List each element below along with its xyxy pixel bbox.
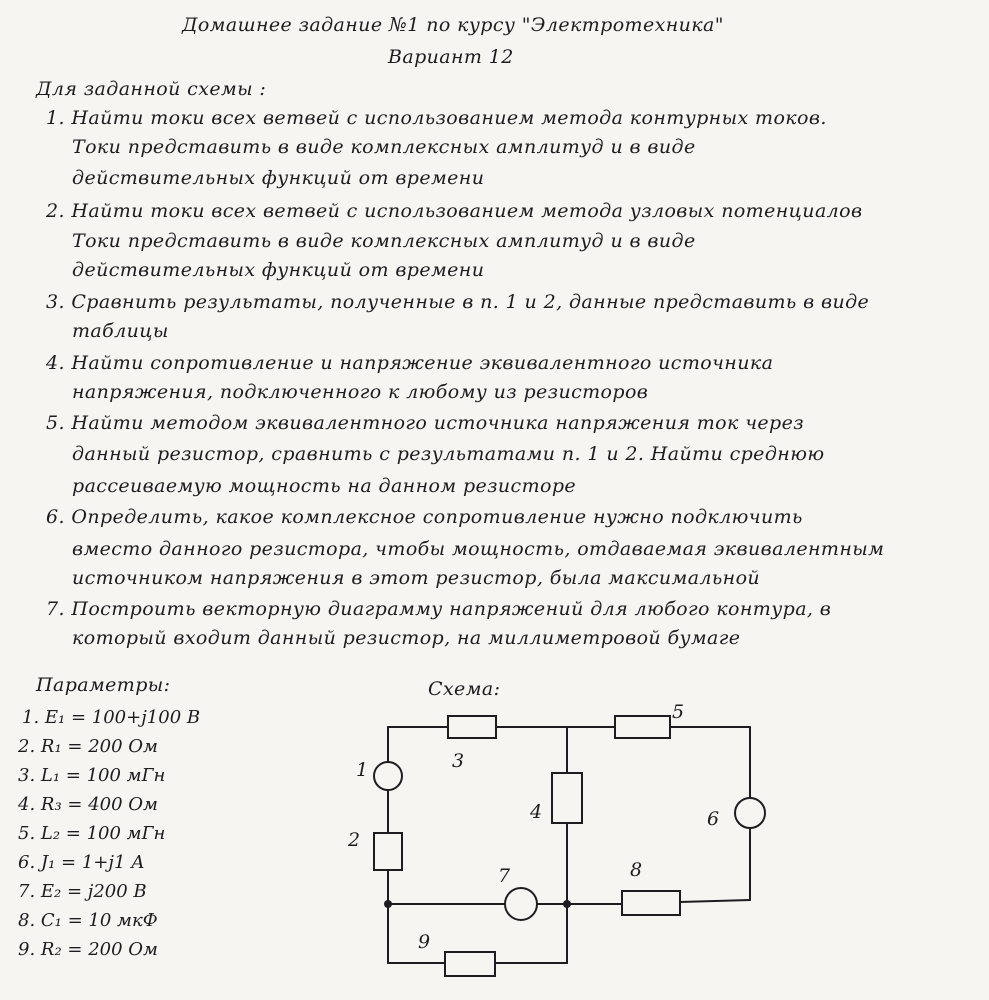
wire-bottom-right <box>680 900 750 902</box>
task-7-line-1: 7. Построить векторную диаграмму напряжений для любого контура, в <box>46 598 832 620</box>
resistor-5 <box>615 716 670 738</box>
param-item: 9. R₂ = 200 Ом <box>18 939 158 960</box>
resistor-4 <box>552 773 582 823</box>
param-item: 8. C₁ = 10 мкФ <box>18 910 158 931</box>
label-2: 2 <box>348 829 361 851</box>
schema-heading: Схема: <box>428 678 501 700</box>
variant-label: Вариант 12 <box>388 46 514 68</box>
label-5: 5 <box>672 701 685 723</box>
task-5-line-2: данный резистор, сравнить с результатами п. 1 и 2. Найти среднюю <box>72 443 825 465</box>
label-7: 7 <box>498 865 511 887</box>
node-left <box>384 900 392 908</box>
task-2-line-1: 2. Найти токи всех ветвей с использованием метода узловых потенциалов <box>46 200 863 222</box>
label-8: 8 <box>630 859 643 881</box>
label-3: 3 <box>452 750 465 772</box>
task-6-line-3: источником напряжения в этот резистор, была максимальной <box>72 567 761 589</box>
task-2-line-2: Токи представить в виде комплексных амплитуд и в виде <box>72 230 696 252</box>
task-1-line-3: действительных функций от времени <box>72 167 485 189</box>
resistor-9 <box>445 952 495 976</box>
task-1-line-1: 1. Найти токи всех ветвей с использованием метода контурных токов. <box>46 107 827 129</box>
task-6-line-1: 6. Определить, какое комплексное сопротивление нужно подключить <box>46 506 803 528</box>
label-1: 1 <box>356 759 369 781</box>
task-2-line-3: действительных функций от времени <box>72 259 485 281</box>
task-5-line-1: 5. Найти методом эквивалентного источника напряжения ток через <box>46 412 805 434</box>
task-3-line-2: таблицы <box>72 320 169 342</box>
task-3-line-1: 3. Сравнить результаты, полученные в п. 1 и 2, данные представить в виде <box>46 291 870 313</box>
task-4-line-2: напряжения, подключенного к любому из резисторов <box>72 381 649 403</box>
param-item: 1. E₁ = 100+j100 В <box>22 707 201 728</box>
param-item: 7. E₂ = j200 В <box>18 881 147 902</box>
task-4-line-1: 4. Найти сопротивление и напряжение эквивалентного источника <box>46 352 774 374</box>
task-6-line-2: вместо данного резистора, чтобы мощность, отдаваемая эквивалентным <box>72 538 885 560</box>
label-6: 6 <box>707 808 720 830</box>
param-item: 4. R₃ = 400 Ом <box>18 794 158 815</box>
label-4: 4 <box>530 801 543 823</box>
source-1 <box>374 762 402 790</box>
assignment-title: Домашнее задание №1 по курсу "Электротехника" <box>182 14 724 36</box>
node-middle <box>563 900 571 908</box>
intro-text: Для заданной схемы : <box>36 78 267 100</box>
resistor-3 <box>448 716 496 738</box>
task-1-line-2: Токи представить в виде комплексных амплитуд и в виде <box>72 136 696 158</box>
label-9: 9 <box>418 931 431 953</box>
task-5-line-3: рассеиваемую мощность на данном резисторе <box>72 475 577 497</box>
source-7 <box>505 888 537 920</box>
resistor-2 <box>374 833 402 870</box>
param-item: 5. L₂ = 100 мГн <box>18 823 166 844</box>
parameters-heading: Параметры: <box>36 674 171 696</box>
param-item: 2. R₁ = 200 Ом <box>18 736 158 757</box>
source-6 <box>735 798 765 828</box>
circuit-schematic <box>330 690 790 995</box>
param-item: 3. L₁ = 100 мГн <box>18 765 166 786</box>
task-7-line-2: который входит данный резистор, на миллиметровой бумаге <box>72 627 741 649</box>
resistor-8 <box>622 891 680 915</box>
param-item: 6. J₁ = 1+j1 А <box>18 852 145 873</box>
